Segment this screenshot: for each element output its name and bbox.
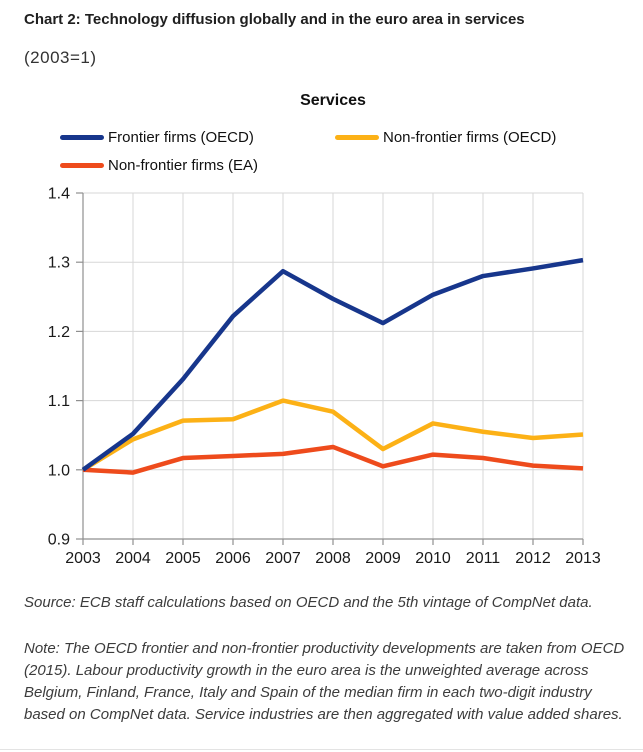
svg-text:1.4: 1.4	[47, 185, 70, 203]
svg-text:1.0: 1.0	[47, 462, 70, 480]
svg-text:2012: 2012	[515, 550, 551, 567]
svg-text:2007: 2007	[265, 550, 301, 567]
services-line-chart	[0, 178, 643, 578]
plot-title: Services	[300, 92, 366, 109]
svg-text:1.3: 1.3	[47, 254, 70, 272]
nonfrontier-ea-line-swatch	[60, 163, 104, 168]
legend-item-nonfrontier-oecd	[335, 128, 556, 146]
source-text: Source: ECB staff calculations based on OECD and the 5th vintage of CompNet data.	[24, 594, 593, 611]
bottom-divider	[0, 749, 643, 750]
svg-text:2009: 2009	[365, 550, 401, 567]
svg-text:2006: 2006	[215, 550, 251, 567]
legend-item-frontier-oecd	[60, 128, 254, 146]
chart-heading: Chart 2: Technology diffusion globally and in the euro area in services	[24, 11, 525, 28]
svg-text:2004: 2004	[115, 550, 151, 567]
legend-item-nonfrontier-ea	[60, 156, 258, 174]
note-text: Note: The OECD frontier and non-frontier productivity developments are taken from OECD (2015). Labour productivity growth in the euro area is the unweighted average across Belgium, Finland, France, Italy and Spain of the median firm in each two-digit industry based on CompNet data. Service industries are then aggregated with value added shares.	[24, 640, 625, 723]
legend-label: Frontier firms (OECD)	[108, 128, 254, 146]
svg-text:2003: 2003	[65, 550, 101, 567]
svg-text:2005: 2005	[165, 550, 201, 567]
legend-label: Non-frontier firms (OECD)	[383, 128, 557, 146]
svg-text:0.9: 0.9	[47, 531, 70, 549]
nonfrontier-oecd-line-swatch	[335, 135, 379, 140]
chart-subheading: (2003=1)	[24, 48, 97, 67]
svg-text:2008: 2008	[315, 550, 351, 567]
svg-text:1.1: 1.1	[47, 393, 70, 411]
legend-label: Non-frontier firms (EA)	[108, 156, 259, 174]
svg-text:2010: 2010	[415, 550, 451, 567]
svg-text:2013: 2013	[565, 550, 601, 567]
svg-text:1.2: 1.2	[47, 323, 70, 341]
frontier-oecd-line-swatch	[60, 135, 104, 140]
svg-text:2011: 2011	[465, 550, 501, 567]
